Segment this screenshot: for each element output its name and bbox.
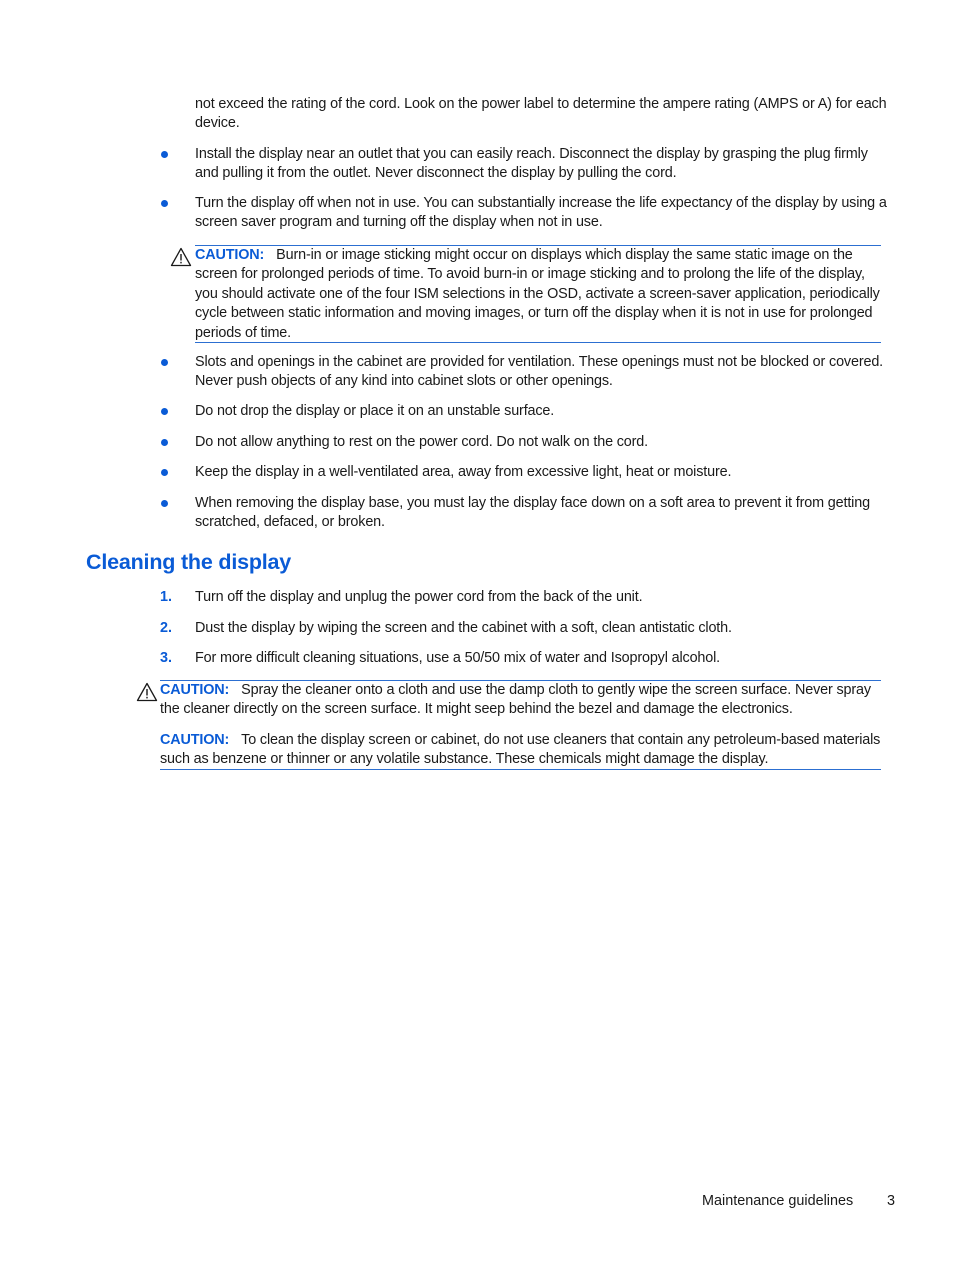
step-text: Dust the display by wiping the screen and the cabinet with a soft, clean antistatic cloth. (195, 620, 732, 636)
step-number: 1. (160, 589, 173, 605)
list-item: Install the display near an outlet that you can easily reach. Disconnect the display by grasping the plug firmly and pulling it from the outlet. Never disconnect the display by pulling the cord. (195, 146, 868, 182)
bullet-marker (161, 500, 168, 507)
bullet-marker (161, 200, 168, 207)
step-text: For more difficult cleaning situations, use a 50/50 mix of water and Isopropyl alcohol. (195, 650, 721, 666)
bullet-marker (161, 359, 168, 366)
list-item: Do not allow anything to rest on the power cord. Do not walk on the cord. (195, 434, 649, 450)
bullet-marker (161, 408, 168, 415)
bullet-marker (161, 151, 168, 158)
caution-text: To clean the display screen or cabinet, do not use cleaners that contain any petroleum-based materials such as benzene or thinner or any volatile substance. These chemicals might damage the display. (160, 731, 881, 768)
warning-triangle-icon (136, 682, 158, 702)
caution-notice-burn-in (195, 245, 881, 343)
list-item: When removing the display base, you must lay the display face down on a soft area to prevent it from getting scratched, defaced, or broken. (195, 495, 870, 531)
list-item: Slots and openings in the cabinet are provided for ventilation. These openings must not be blocked or covered. Never push objects of any kind into cabinet slots or other openings. (195, 354, 884, 390)
intro-continuation: not exceed the rating of the cord. Look on the power label to determine the ampere rating (AMPS or A) for each device. (195, 96, 887, 132)
list-item: Turn the display off when not in use. You can substantially increase the life expectancy of the display by using a screen saver program and turning off the display when not in use. (195, 195, 887, 231)
caution-label: CAUTION: (195, 247, 265, 263)
warning-triangle-icon (170, 247, 192, 267)
list-item: Do not drop the display or place it on an unstable surface. (195, 403, 555, 419)
caution-notice-cleaning (160, 680, 881, 770)
footer-page-number: 3 (887, 1193, 896, 1209)
caution-text: Burn-in or image sticking might occur on displays which display the same static image on the screen for prolonged periods of time. To avoid burn-in or image sticking and to prolong the life of the display, you should activate one of the four ISM selections in the OSD, activate a screen-saver application, periodically cycle between static information and moving images, or turn off the display when it is not in use for prolonged periods of time. (195, 247, 880, 341)
list-item: Keep the display in a well-ventilated area, away from excessive light, heat or moisture. (195, 464, 732, 480)
footer-section-title: Maintenance guidelines (702, 1193, 854, 1209)
caution-text: Spray the cleaner onto a cloth and use the damp cloth to gently wipe the screen surface. Never spray the cleaner directly on the screen surface. It might seep behind the bezel and damage the electronics. (160, 682, 871, 718)
step-number: 2. (160, 620, 173, 636)
bullet-marker (161, 469, 168, 476)
step-number: 3. (160, 650, 173, 666)
section-heading: Cleaning the display (86, 550, 292, 574)
bullet-marker (161, 439, 168, 446)
caution-label: CAUTION: (160, 731, 230, 748)
step-text: Turn off the display and unplug the power cord from the back of the unit. (195, 589, 643, 605)
caution-label: CAUTION: (160, 682, 230, 698)
